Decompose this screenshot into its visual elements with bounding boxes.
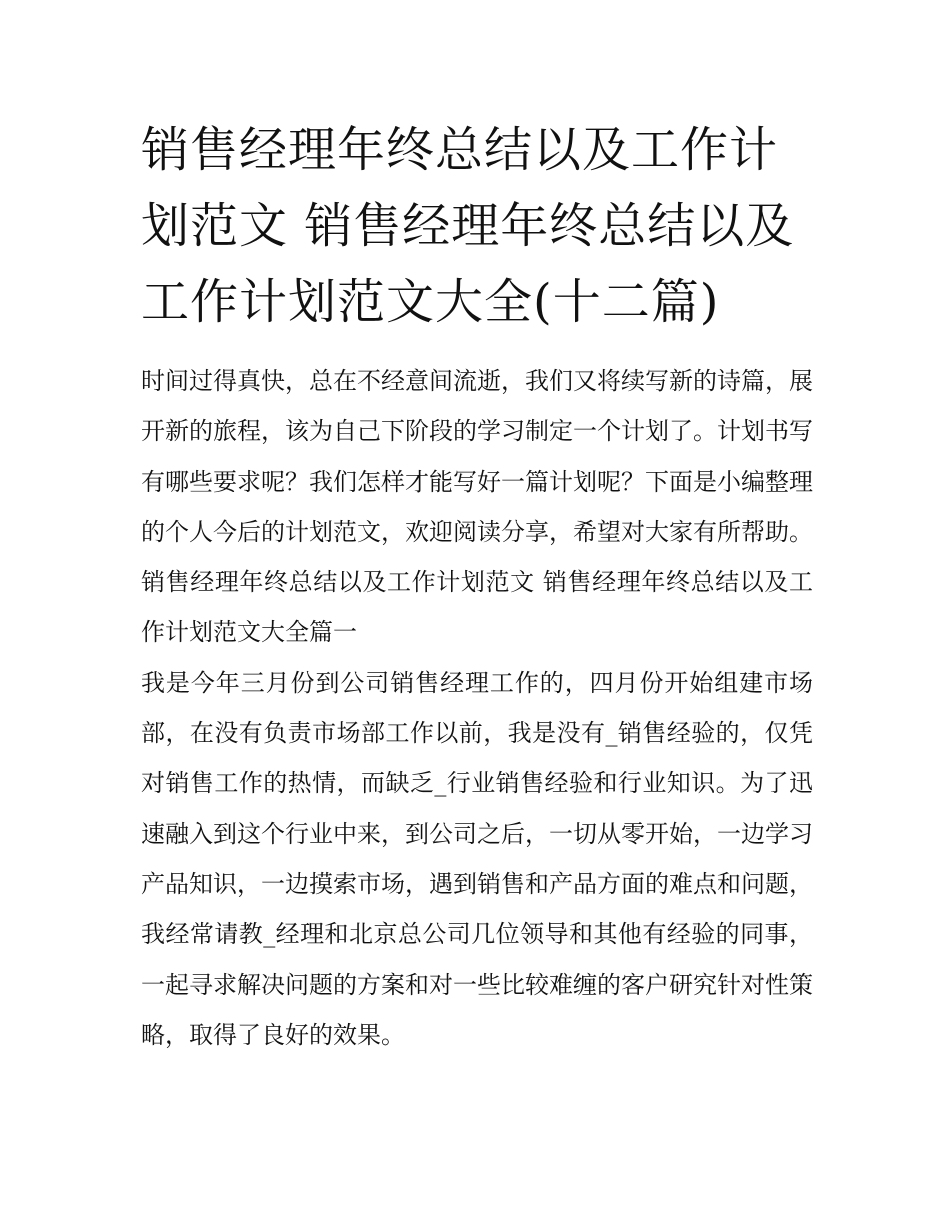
document-page	[141, 112, 813, 1060]
intro-paragraph: 时间过得真快，总在不经意间流逝，我们又将续写新的诗篇，展开新的旅程，该为自己下阶段的学习制定一个计划了。计划书写有哪些要求呢？我们怎样才能写好一篇计划呢？下面是小编整理的个人今后的计划范文，欢迎阅读分享，希望对大家有所帮助。	[141, 367, 813, 546]
body-paragraph: 我是今年三月份到公司销售经理工作的，四月份开始组建市场部，在没有负责市场部工作以前，我是没有_销售经验的，仅凭对销售工作的热情，而缺乏_行业销售经验和行业知识。为了迅速融入到这个行业中来，到公司之后，一切从零开始，一边学习产品知识，一边摸索市场，遇到销售和产品方面的难点和问题，我经常请教_经理和北京总公司几位领导和其他有经验的同事，一起寻求解决问题的方案和对一些比较难缠的客户研究针对性策略，取得了良好的效果。	[141, 668, 813, 1049]
section-heading: 销售经理年终总结以及工作计划范文 销售经理年终总结以及工作计划范文大全篇一	[141, 568, 813, 647]
document-title: 销售经理年终总结以及工作计划范文 销售经理年终总结以及工作计划范文大全(十二篇)	[141, 122, 795, 330]
